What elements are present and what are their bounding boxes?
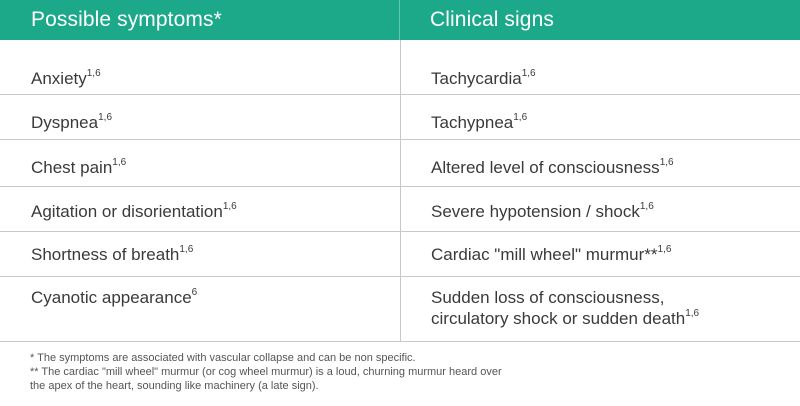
footnote-2-line1: ** The cardiac "mill wheel" murmur (or cog wheel murmur) is a loud, churning murmur heard over xyxy=(30,366,502,378)
sign-text-line2: circulatory shock or sudden death xyxy=(431,309,686,328)
symptom-text: Anxiety xyxy=(31,69,87,88)
header-possible-symptoms: Possible symptoms* xyxy=(0,0,400,40)
sign-text: Tachypnea xyxy=(431,113,514,132)
symptom-text: Dyspnea xyxy=(31,113,99,132)
table-row xyxy=(0,95,800,140)
sign-text: Severe hypotension / shock xyxy=(431,202,640,221)
symptom-cell xyxy=(31,112,112,133)
symptom-ref: 1,6 xyxy=(112,157,127,169)
symptom-ref: 1,6 xyxy=(179,244,194,256)
table-row xyxy=(0,232,800,277)
symptom-text: Shortness of breath xyxy=(31,245,180,264)
symptom-cell xyxy=(31,68,101,89)
symptom-cell xyxy=(31,157,126,178)
sign-ref: 1,6 xyxy=(521,68,536,80)
table-row xyxy=(0,187,800,232)
sign-cell xyxy=(431,287,791,329)
sign-text-line2-wrap xyxy=(431,308,791,329)
symptom-ref: 1,6 xyxy=(98,112,113,124)
sign-ref: 1,6 xyxy=(657,244,672,256)
symptom-text: Agitation or disorientation xyxy=(31,202,223,221)
symptom-ref: 1,6 xyxy=(222,201,237,213)
sign-cell xyxy=(431,244,791,265)
sign-cell xyxy=(431,201,791,222)
symptom-text: Chest pain xyxy=(31,158,113,177)
sign-ref: 1,6 xyxy=(659,157,674,169)
sign-cell xyxy=(431,112,791,133)
table-row xyxy=(0,140,800,187)
symptom-cell xyxy=(31,201,237,222)
table-bottom-border xyxy=(0,341,800,342)
symptom-ref: 6 xyxy=(191,287,198,299)
sign-ref: 1,6 xyxy=(513,112,528,124)
table-row xyxy=(0,40,800,95)
table-row xyxy=(0,277,800,342)
symptom-cell xyxy=(31,244,193,265)
sign-ref: 1,6 xyxy=(639,201,654,213)
sign-ref: 1,6 xyxy=(685,308,700,320)
header-clinical-signs: Clinical signs xyxy=(430,8,554,31)
sign-text: Tachycardia xyxy=(431,69,522,88)
sign-text: Cardiac "mill wheel" murmur** xyxy=(431,245,658,264)
symptom-text: Cyanotic appearance xyxy=(31,288,192,307)
footnotes xyxy=(30,351,590,393)
symptom-ref: 1,6 xyxy=(86,68,101,80)
table-header xyxy=(0,0,800,40)
footnote-1: * The symptoms are associated with vascular collapse and can be non specific. xyxy=(30,352,416,364)
sign-text: Altered level of consciousness xyxy=(431,158,660,177)
symptom-cell xyxy=(31,287,197,308)
footnote-2-line2: the apex of the heart, sounding like machinery (a late sign). xyxy=(30,380,319,392)
sign-cell xyxy=(431,68,791,89)
sign-cell xyxy=(431,157,791,178)
sign-text-line1: Sudden loss of consciousness, xyxy=(431,288,665,307)
